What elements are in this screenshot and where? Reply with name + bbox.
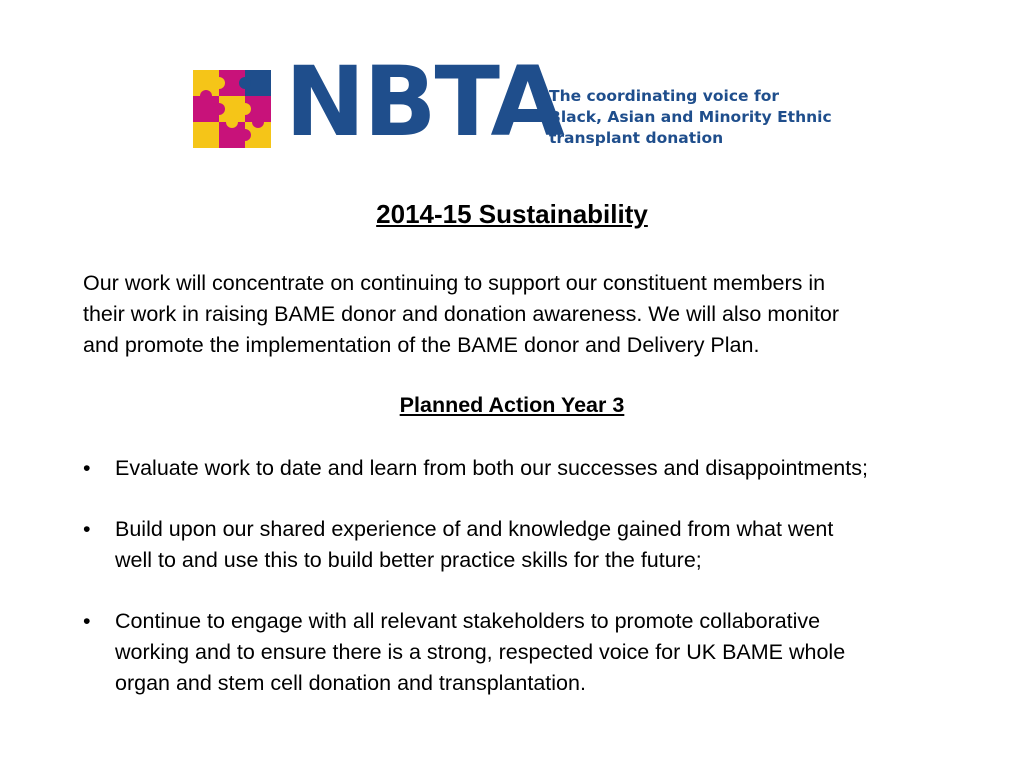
logo-tagline-line: Black, Asian and Minority Ethnic <box>549 108 832 126</box>
logo-wordmark: NBTA <box>285 46 563 158</box>
action-item <box>83 453 983 484</box>
action-item-line: Build upon our shared experience of and knowledge gained from what went <box>115 517 834 541</box>
logo-tagline-line: transplant donation <box>549 129 724 147</box>
action-item-line: Evaluate work to date and learn from both our successes and disappointments; <box>115 456 868 480</box>
action-list <box>83 453 983 729</box>
bullet-icon: • <box>83 609 91 633</box>
puzzle-piece-yellow-bl <box>193 122 219 148</box>
logo-tagline <box>549 86 832 149</box>
intro-paragraph <box>83 268 943 361</box>
puzzle-pieces-icon <box>193 70 271 148</box>
action-item-line: Continue to engage with all relevant stakeholders to promote collaborative <box>115 609 821 633</box>
intro-line: Our work will concentrate on continuing to support our constituent members in <box>83 271 826 295</box>
intro-line: and promote the implementation of the BAME donor and Delivery Plan. <box>83 333 760 357</box>
action-item-line: working and to ensure there is a strong, respected voice for UK BAME whole <box>115 640 846 664</box>
action-item <box>83 514 983 576</box>
bullet-icon: • <box>83 517 91 541</box>
logo-tagline-line: The coordinating voice for <box>549 87 779 105</box>
action-item-line: well to and use this to build better practice skills for the future; <box>115 548 702 572</box>
section-subtitle: Planned Action Year 3 <box>399 393 625 417</box>
intro-line: their work in raising BAME donor and donation awareness. We will also monitor <box>83 302 840 326</box>
slide-title: 2014-15 Sustainability <box>376 199 648 229</box>
action-item-line: organ and stem cell donation and transplantation. <box>115 671 586 695</box>
bullet-icon: • <box>83 456 91 480</box>
action-item <box>83 606 983 699</box>
nbta-logo <box>193 46 843 158</box>
